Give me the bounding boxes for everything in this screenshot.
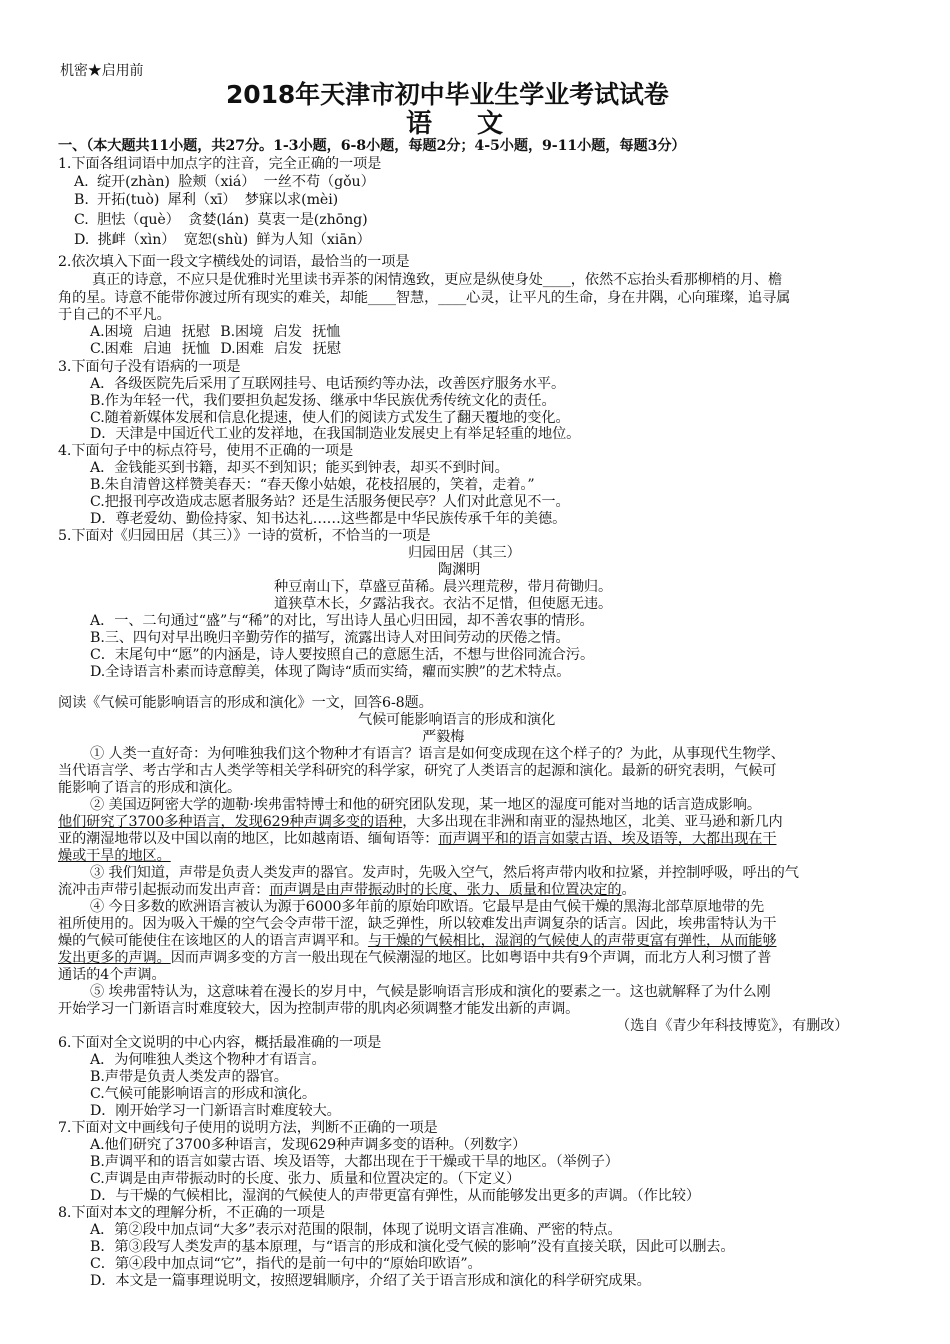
q2-options-cd: C.困难 启迪 抚恤 D.困难 启发 抚慰 bbox=[90, 341, 341, 357]
paragraph-line: 发出更多的声调。因而声调多变的方言一般出现在气候潮湿的地区。比如粤语中共有9个声调，而北方人利习惯了普 bbox=[58, 950, 772, 966]
paragraph-line: ② 美国迈阿密大学的迦勒·埃弗雷特博士和他的研究团队发现，某一地区的湿度可能对当地的话言造成影响。 bbox=[90, 797, 761, 813]
q3-stem: 3.下面句子没有语病的一项是 bbox=[58, 359, 241, 375]
underlined-sentence: 与干燥的气候相比，湿润的气候使人的声带更富有弹性，从而能够 bbox=[367, 933, 777, 949]
q2-passage-line: 真正的诗意，不应只是优雅时光里读书弄茶的闲情逸致，更应是纵使身处____，依然不忘抬头看那柳梢的月、檐 bbox=[92, 272, 783, 288]
underlined-sentence: 而声调是由声带振动时的长度、张力、质量和位置决定的 bbox=[269, 882, 622, 898]
q5-option-b: B.三、四句对早出晚归辛勤劳作的描写，流露出诗人对田间劳动的厌倦之情。 bbox=[90, 630, 570, 646]
q2-stem: 2.依次填入下面一段文字横线处的词语，最恰当的一项是 bbox=[58, 254, 410, 270]
article-title: 气候可能影响语言的形成和演化 bbox=[358, 712, 556, 728]
confidential-label: 机密★启用前 bbox=[60, 63, 144, 79]
q3-option-c: C.随着新媒体发展和信息化提速，使人们的阅读方式发生了翻天覆地的变化。 bbox=[90, 410, 570, 426]
underlined-sentence: 燥或干旱的地区。 bbox=[58, 848, 171, 864]
poem-author: 陶渊明 bbox=[438, 562, 481, 578]
q2-passage-line: 角的星。诗意不能带你渡过所有现实的难关，却能____智慧，____心灵，让平凡的生命，身在井隅，心向璀璨，追寻属 bbox=[58, 290, 791, 306]
q6-option-a: A．为何唯独人类这个物种才有语言。 bbox=[90, 1052, 326, 1068]
q2-passage-line: 于自己的不平凡。 bbox=[58, 307, 171, 323]
q2-options-ab: A.困境 启迪 抚慰 B.困境 启发 抚恤 bbox=[90, 324, 341, 340]
paragraph-line: 能影响了语言的形成和演化。 bbox=[58, 780, 242, 796]
q7-stem: 7.下面对文中画线句子使用的说明方法，判断不正确的一项是 bbox=[58, 1120, 438, 1136]
q5-option-c: C．末尾句中“愿”的内涵是，诗人要按照自己的意愿生活，不想与世俗同流合污。 bbox=[90, 647, 595, 663]
q6-option-c: C.气候可能影响语言的形成和演化。 bbox=[90, 1086, 316, 1102]
poem-title: 归园田居（其三） bbox=[408, 545, 521, 561]
paragraph-line: 燥的气候可能使住在该地区的人的语言声调平和。与干燥的气候相比，湿润的气候使人的声带更富有弹性，从而能够 bbox=[58, 933, 777, 949]
q7-option-c: C.声调是由声带振动时的长度、张力、质量和位置决定的。（下定义） bbox=[90, 1171, 521, 1187]
poem-line: 道狭草木长，夕露沾我衣。衣沾不足惜，但使愿无违。 bbox=[274, 596, 613, 612]
q1-option-c: C. 胆怯（què） 贪婪(lán) 莫衷一是(zhōng) bbox=[74, 212, 368, 228]
q8-stem: 8.下面对本文的理解分析，不正确的一项是 bbox=[58, 1205, 325, 1221]
paragraph-line: 开始学习一门新语言时难度较大，因为控制声带的肌肉必须调整才能发出新的声调。 bbox=[58, 1001, 580, 1017]
q7-option-a: A.他们研究了3700多种语言，发现629种声调多变的语种。（列数字） bbox=[90, 1137, 527, 1153]
q3-option-b: B.作为年轻一代，我们要担负起发扬、继承中华民族优秀传统文化的责任。 bbox=[90, 393, 556, 409]
paragraph-line: 祖所使用的。因为吸入干燥的空气会令声带干涩，缺乏弹性，所以较难发出声调复杂的话言。因此，埃弗雷特认为干 bbox=[58, 916, 777, 932]
paragraph-line: ⑤ 埃弗雷特认为，这意味着在漫长的岁月中，气候是影响语言形成和演化的要素之一。这也就解释了为什么刚 bbox=[90, 984, 771, 1000]
paragraph-line: 流冲击声带引起振动而发出声音：而声调是由声带振动时的长度、张力、质量和位置决定的。 bbox=[58, 882, 636, 898]
paragraph-line: ④ 今日多数的欧洲语言被认为源于6000多年前的原始印欧语。它最早是由气候干燥的黑海北部草原地带的先 bbox=[90, 899, 765, 915]
underlined-sentence: 他们研究了3700多种语言，发现629种声调多变的语种 bbox=[58, 814, 403, 830]
paragraph-line: 通话的4个声调。 bbox=[58, 967, 166, 983]
q8-option-d: D．本文是一篇事理说明文，按照逻辑顺序，介绍了关于语言形成和演化的科学研究成果。 bbox=[90, 1273, 651, 1289]
article-source: （选自《青少年科技博览》，有删改） bbox=[616, 1018, 849, 1034]
q1-stem: 1.下面各组词语中加点字的注音，完全正确的一项是 bbox=[58, 156, 382, 172]
q4-option-d: D．尊老爱幼、勤俭持家、知书达礼……这些都是中华民族传承千年的美德。 bbox=[90, 511, 567, 527]
q3-option-d: D．天津是中国近代工业的发祥地，在我国制造业发展史上有举足轻重的地位。 bbox=[90, 426, 581, 442]
paragraph-line: 亚的潮湿地带以及中国以南的地区，比如越南语、缅甸语等：而声调平和的语言如蒙古语、埃及语等，大都出现在干 bbox=[58, 831, 777, 847]
q8-option-c: C．第④段中加点词“它”，指代的是前一句中的“原始印欧语”。 bbox=[90, 1256, 482, 1272]
q4-stem: 4.下面句子中的标点符号，使用不正确的一项是 bbox=[58, 443, 354, 459]
underlined-sentence: 而声调平和的语言如蒙古语、埃及语等，大都出现在干 bbox=[438, 831, 777, 847]
paragraph-line: 当代语言学、考古学和古人类学等相关学科研究的科学家，研究了人类语言的起源和演化。最新的研究表明，气候可 bbox=[58, 763, 777, 779]
article-author: 严毅梅 bbox=[422, 729, 465, 745]
paragraph-line: ③ 我们知道，声带是负责人类发声的器官。发声时，先吸入空气，然后将声带内收和拉紧，并控制呼吸，呼出的气 bbox=[90, 865, 799, 881]
paragraph-line bbox=[58, 847, 171, 865]
q1-option-a: A. 绽开(zhàn) 脸颊（xiá） 一丝不苟（gǒu） bbox=[74, 174, 375, 190]
q7-option-b: B.声调平和的语言如蒙古语、埃及语等，大都出现在于干燥或干旱的地区。（举例子） bbox=[90, 1154, 619, 1170]
q8-option-b: B．第③段写人类发声的基本原理，与“语言的形成和演化受气候的影响”没有直接关联，因此可以删去。 bbox=[90, 1239, 735, 1255]
q6-option-b: B.声带是负责人类发声的器官。 bbox=[90, 1069, 288, 1085]
poem-line: 种豆南山下，草盛豆苗稀。晨兴理荒秽，带月荷锄归。 bbox=[274, 579, 613, 595]
q5-option-a: A．一、二句通过“盛”与“稀”的对比，写出诗人虽心归田园，却不善农事的情形。 bbox=[90, 613, 594, 629]
exam-title: 2018年天津市初中毕业生学业考试试卷 bbox=[226, 80, 669, 109]
section-heading: 一、（本大题共11小题，共27分。1-3小题，6-8小题，每题2分；4-5小题，9-11小题，每题3分） bbox=[58, 138, 686, 154]
q8-option-a: A．第②段中加点词“大多”表示对范围的限制，体现了说明文语言准确、严密的特点。 bbox=[90, 1222, 622, 1238]
q1-option-b: B. 开拓(tuò) 犀利（xī） 梦寐以求(mèi) bbox=[74, 192, 339, 208]
q4-option-c: C.把报刊亭改造成志愿者服务站？还是生活服务便民亭？人们对此意见不一。 bbox=[90, 494, 570, 510]
q5-option-d: D.全诗语言朴素而诗意醇美，体现了陶诗“质而实绮，癯而实腴”的艺术特点。 bbox=[90, 664, 571, 680]
q5-stem: 5.下面对《归园田居（其三）》一诗的赏析，不恰当的一项是 bbox=[58, 528, 431, 544]
reading-intro: 阅读《气候可能影响语言的形成和演化》一文，回答6-8题。 bbox=[58, 695, 433, 711]
q7-option-d: D．与干燥的气候相比，湿润的气候使人的声带更富有弹性，从而能够发出更多的声调。（作比较） bbox=[90, 1188, 700, 1204]
paragraph-line: ① 人类一直好奇：为何唯独我们这个物种才有语言？语言是如何变成现在这个样子的？为此，从事现代生物学、 bbox=[90, 746, 785, 762]
q6-option-d: D．刚开始学习一门新语言时难度较大。 bbox=[90, 1103, 341, 1119]
q3-option-a: A．各级医院先后采用了互联网挂号、电话预约等办法，改善医疗服务水平。 bbox=[90, 376, 566, 392]
q4-option-a: A．金钱能买到书籍，却买不到知识；能买到钟表，却买不到时间。 bbox=[90, 460, 509, 476]
paragraph-line: 他们研究了3700多种语言，发现629种声调多变的语种，大多出现在非洲和南亚的湿热地区，北美、亚马逊和新几内 bbox=[58, 814, 783, 830]
q1-option-d: D. 挑衅（xìn） 宽恕(shù) 鲜为人知（xiān） bbox=[74, 232, 371, 248]
subject-title: 语 文 bbox=[406, 109, 522, 139]
q6-stem: 6.下面对全文说明的中心内容，概括最准确的一项是 bbox=[58, 1035, 382, 1051]
q4-option-b: B.朱自清曾这样赞美春天：“春天像小姑娘，花枝招展的，笑着，走着。” bbox=[90, 477, 535, 493]
underlined-sentence: 发出更多的声调。 bbox=[58, 950, 171, 966]
